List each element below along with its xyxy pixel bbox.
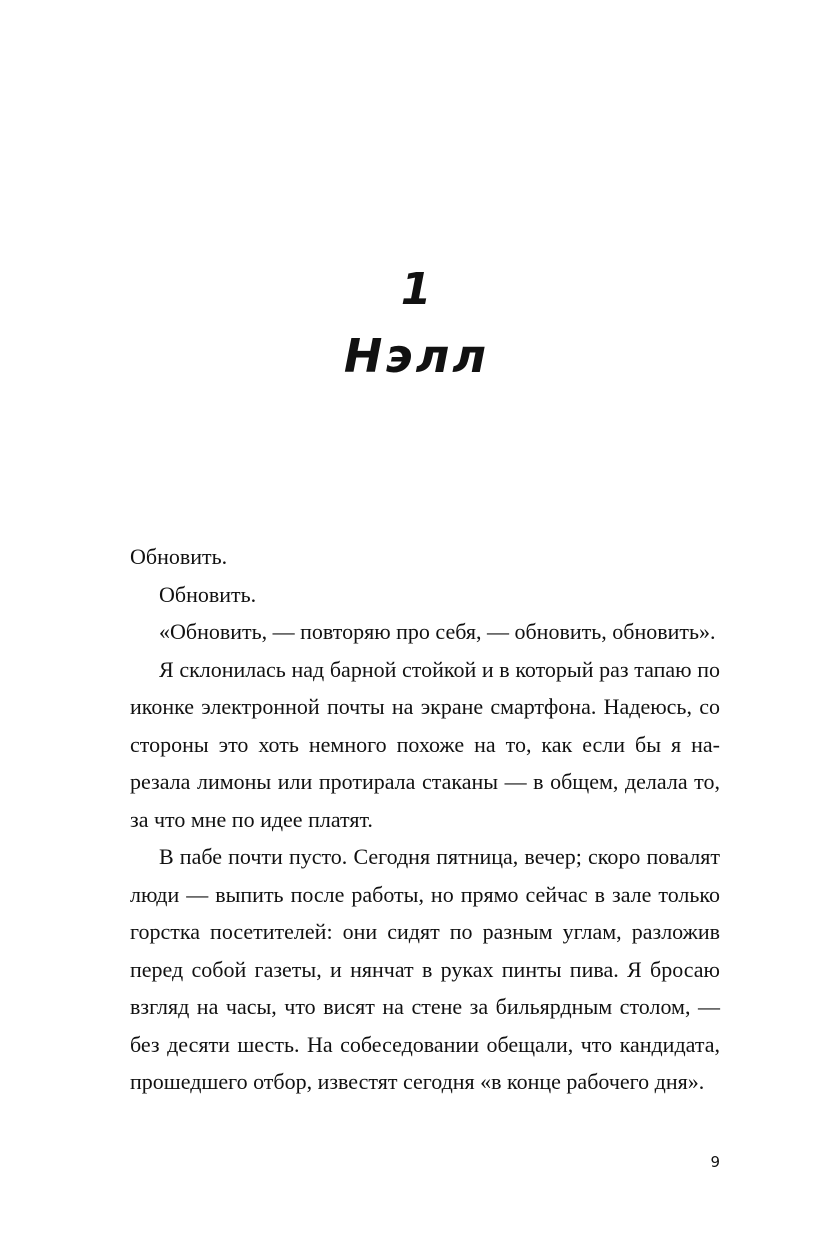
chapter-number: 1	[400, 264, 433, 315]
paragraph: Я склонилась над барной стойкой и в который раз тапаю по иконке электронной почты на экране смартфона. Надеюсь, со стороны это хоть немного похоже на то, как если бы я нарезала лимоны или протирала стаканы — в общем, делала то, за что мне по идее платят.	[130, 656, 720, 832]
page-number: 9	[710, 1153, 720, 1171]
paragraph: Обновить.	[159, 581, 257, 607]
paragraph: Обновить.	[130, 544, 228, 569]
paragraph: «Обновить, — повторяю про себя, — обновить, обновить».	[159, 619, 716, 644]
chapter-title: Нэлл	[343, 329, 490, 383]
paragraph: В пабе почти пусто. Сегодня пятница, вечер; скоро повалят люди — выпить после работы, но прямо сейчас в зале только горстка посетителей: они сидят по разным углам, разложив перед собой газеты, и нянчат в руках пинты пива. Я бросаю взгляд на часы, что висят на стене за бильярдным столом, — без десяти шесть. На собеседовании обещали, что кандидата, прошедшего отбор, известят сегодня «в конце рабочего дня».	[130, 844, 720, 1094]
body-text	[130, 538, 720, 1101]
